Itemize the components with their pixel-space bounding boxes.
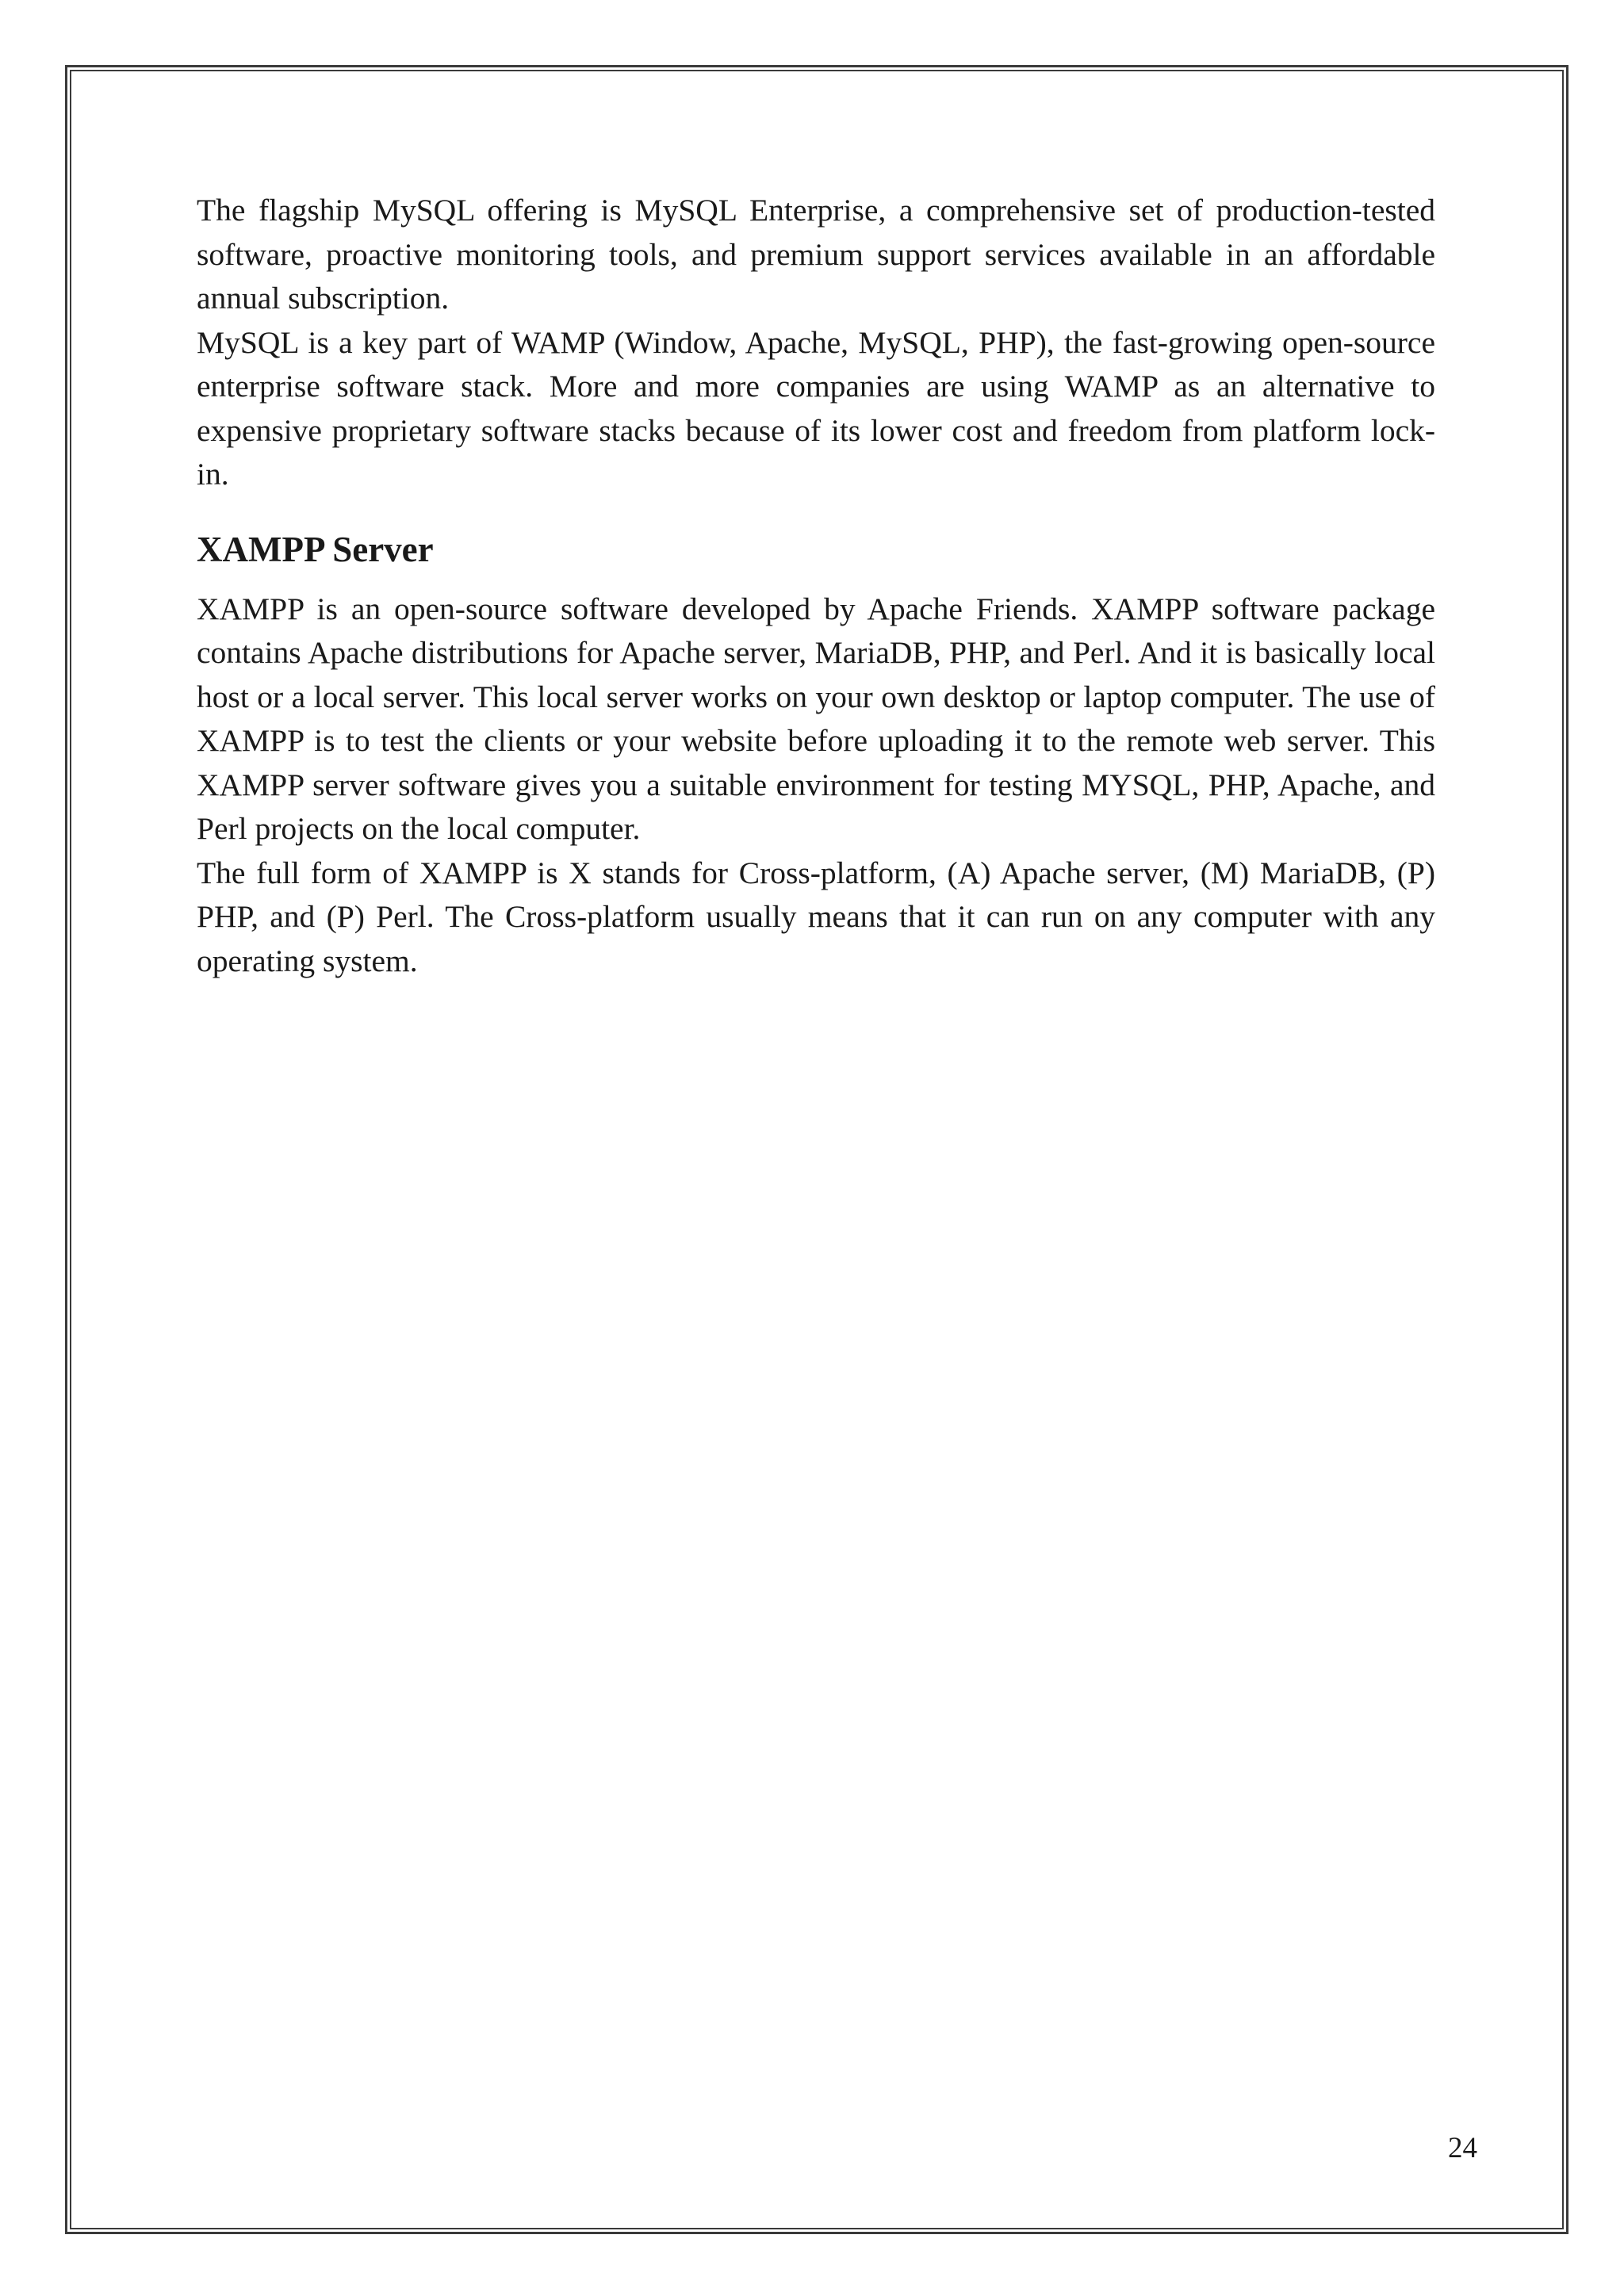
paragraph-xampp-full-form: The full form of XAMPP is X stands for Cross-platform, (A) Apache server, (M) MariaDB, (P) PHP, and (P) Perl. The Cross-platform usually means that it can run on any computer with any operating system.	[197, 855, 1435, 978]
paragraph-mysql-enterprise: The flagship MySQL offering is MySQL Enterprise, a comprehensive set of production-tested software, proactive monitoring tools, and premium support services available in an affordable annual subscription.	[197, 193, 1435, 316]
page-number: 24	[1448, 2132, 1477, 2164]
paragraph-xampp-intro: XAMPP is an open-source software developed by Apache Friends. XAMPP software package contains Apache distributions for Apache server, MariaDB, PHP, and Perl. And it is basically local host or a local server. This local server works on your own desktop or laptop computer. The use of XAMPP is to test the clients or your website before uploading it to the remote web server. This XAMPP server software gives you a suitable environment for testing MYSQL, PHP, Apache, and Perl projects on the local computer.	[197, 591, 1435, 846]
paragraph-mysql-wamp: MySQL is a key part of WAMP (Window, Apache, MySQL, PHP), the fast-growing open-source enterprise software stack. More and more companies are using WAMP as an alternative to expensive proprietary software stacks because of its lower cost and freedom from platform lock-in.	[197, 324, 1435, 492]
section-heading-xampp: XAMPP Server	[197, 529, 434, 569]
page-content	[197, 189, 1435, 983]
